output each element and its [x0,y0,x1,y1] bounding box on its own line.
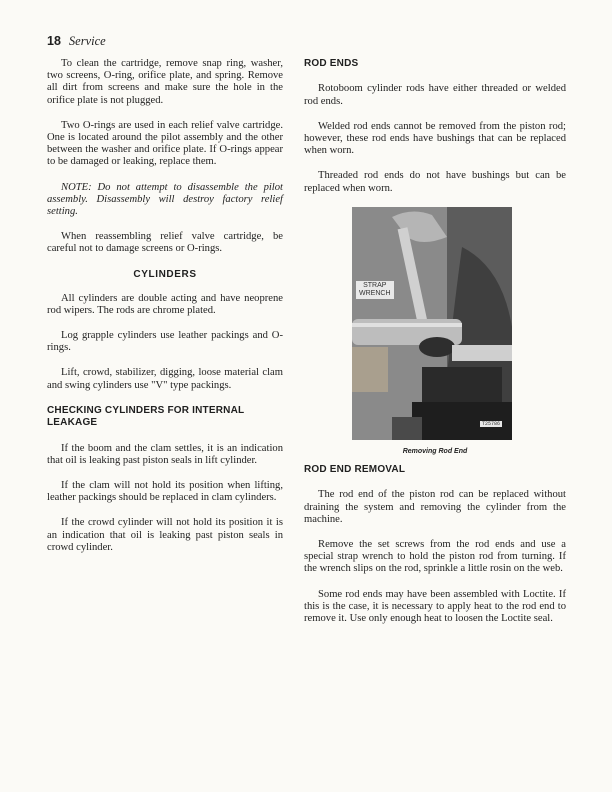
paragraph: To clean the cartridge, remove snap ring, washer, two screens, O-ring, orifice plate, and spring. Remove all dirt from screens and make sure the hole in the orifice plate is not plugged. [47,58,283,106]
paragraph: Threaded rod ends do not have bushings but can be replaced when worn. [304,170,566,194]
photo-caption: Removing Rod End [402,447,468,455]
rod-ends-heading: ROD ENDS [304,58,359,69]
page-number: 18 [47,34,61,48]
paragraph: Lift, crowd, stabilizer, digging, loose material clam and swing cylinders use "V" type packings. [47,367,283,391]
strap-wrench-label: STRAP WRENCH [356,281,394,299]
paragraph: If the boom and the clam settles, it is an indication that oil is leaking past piston seals in lift cylinder. [47,442,283,466]
paragraph: Two O-rings are used in each relief valve cartridge. One is located around the pilot assembly and the other between the washer and orifice plate. If O-rings appear to be damaged or leaking, replace them. [47,119,283,168]
paragraph: Log grapple cylinders use leather packings and O-rings. [47,330,283,354]
left-column [47,58,283,554]
right-column [304,58,566,625]
rod-end-photo [352,207,512,440]
photo-id: T25786 [482,420,501,427]
paragraph: All cylinders are double acting and have neoprene rod wipers. The rods are chrome plated. [47,292,283,316]
removal-heading: ROD END REMOVAL [304,464,406,476]
paragraph: Remove the set screws from the rod ends and use a special strap wrench to hold the piston rod from turning. If the wrench slips on the rod, sprinkle a little rosin on the web. [304,539,566,575]
paragraph: If the clam will not hold its position when lifting, leather packings should be replaced in clam cylinders. [47,480,283,504]
paragraph: Some rod ends may have been assembled with Loctite. If this is the case, it is necessary to apply heat to the rod end to remove it. Use only enough heat to loosen the Loctite seal. [304,588,566,625]
paragraph: When reassembling relief valve cartridge, be careful not to damage screens or O-rings. [47,231,283,255]
cylinders-heading: CYLINDERS [133,268,197,280]
paragraph: If the crowd cylinder will not hold its position it is an indication that oil is leaking past piston seals in crowd cylinder. [47,517,283,553]
page-header [47,34,106,49]
checking-heading: CHECKING CYLINDERS FOR INTERNAL LEAKAGE [47,404,245,429]
section-name: Service [68,34,106,48]
paragraph: Rotoboom cylinder rods have either threaded or welded rod ends. [304,83,566,107]
photo-illustration [352,207,512,440]
note: NOTE: Do not attempt to disassemble the pilot assembly. Disassembly will destroy factory relief setting. [47,181,283,218]
paragraph: Welded rod ends cannot be removed from the piston rod; however, these rod ends have bushings that can be replaced when worn. [304,120,566,157]
paragraph: The rod end of the piston rod can be replaced without draining the system and removing the cylinder from the machine. [304,489,566,525]
